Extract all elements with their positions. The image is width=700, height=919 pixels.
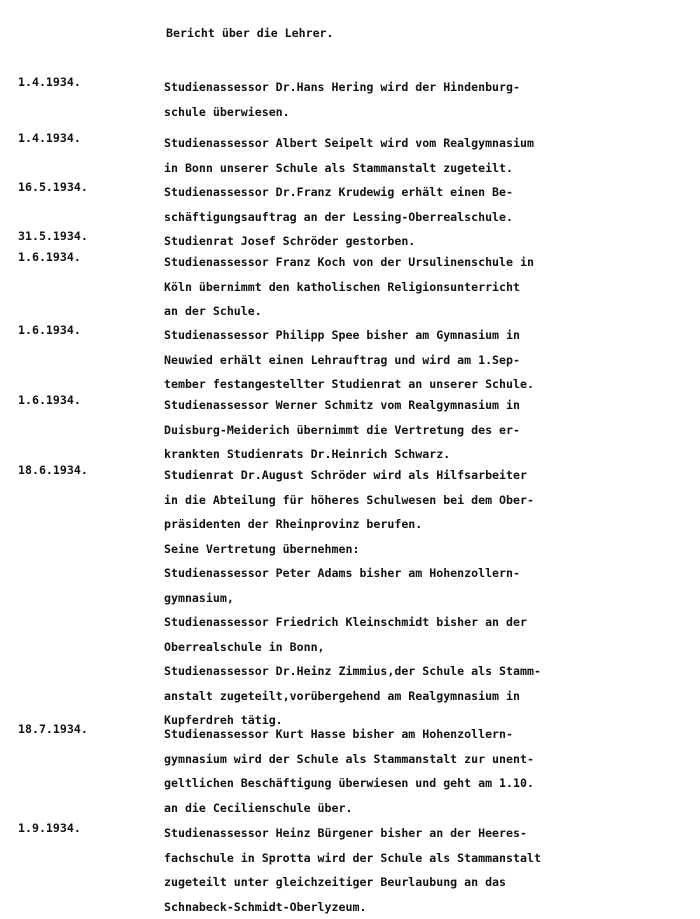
- entry-text: [164, 75, 690, 124]
- entry-line: Duisburg-Meiderich übernimmt die Vertretung des er-: [164, 418, 690, 443]
- entry-line: Seine Vertretung übernehmen:: [164, 537, 690, 562]
- entry-line: Studienassessor Dr.Heinz Zimmius,der Schule als Stamm-: [164, 659, 690, 684]
- entry-line: krankten Studienrats Dr.Heinrich Schwarz.: [164, 442, 690, 467]
- entry-line: präsidenten der Rheinprovinz berufen.: [164, 512, 690, 537]
- entry-line: Studienassessor Philipp Spee bisher am Gymnasium in: [164, 323, 690, 348]
- entry-text: [164, 393, 690, 467]
- entry-line: zugeteilt unter gleichzeitiger Beurlaubung an das: [164, 870, 690, 895]
- entry-line: schule überwiesen.: [164, 100, 690, 125]
- entry-line: in die Abteilung für höheres Schulwesen bei dem Ober-: [164, 488, 690, 513]
- entry-line: Studienassessor Werner Schmitz vom Realgymnasium in: [164, 393, 690, 418]
- entry-text: [164, 250, 690, 324]
- entry-line: tember festangestellter Studienrat an unserer Schule.: [164, 372, 690, 397]
- entry-text: [164, 323, 690, 397]
- entry-line: gymnasium,: [164, 586, 690, 611]
- entry-date: 16.5.1934.: [18, 180, 88, 194]
- entry-line: gymnasium wird der Schule als Stammanstalt zur unent-: [164, 747, 690, 772]
- entry-text: [164, 821, 690, 919]
- entry-line: an die Cecilienschule über.: [164, 796, 690, 821]
- entry-date: 1.6.1934.: [18, 323, 81, 337]
- entry-date: 1.6.1934.: [18, 250, 81, 264]
- entry-line: geltlichen Beschäftigung überwiesen und geht am 1.10.: [164, 771, 690, 796]
- entry-line: Studienassessor Kurt Hasse bisher am Hohenzollern-: [164, 722, 690, 747]
- entry-line: Neuwied erhält einen Lehrauftrag und wird am 1.Sep-: [164, 348, 690, 373]
- entry-line: Studienrat Dr.August Schröder wird als Hilfsarbeiter: [164, 463, 690, 488]
- entry-date: 18.6.1934.: [18, 463, 88, 477]
- entry-line: Studienassessor Heinz Bürgener bisher an der Heeres-: [164, 821, 690, 846]
- entry-line: in Bonn unserer Schule als Stammanstalt zugeteilt.: [164, 156, 690, 181]
- entry-line: Studienassessor Peter Adams bisher am Hohenzollern-: [164, 561, 690, 586]
- entry-line: Kupferdreh tätig.: [164, 708, 690, 733]
- entry-text: [164, 131, 690, 180]
- entry-date: 1.4.1934.: [18, 75, 81, 89]
- entry-line: anstalt zugeteilt,vorübergehend am Realgymnasium in: [164, 684, 690, 709]
- entry-line: Oberrealschule in Bonn,: [164, 635, 690, 660]
- page-title: Bericht über die Lehrer.: [166, 26, 334, 40]
- entry-line: an der Schule.: [164, 299, 690, 324]
- entry-line: fachschule in Sprotta wird der Schule als Stammanstalt: [164, 846, 690, 871]
- entry-date: 1.6.1934.: [18, 393, 81, 407]
- entry-text: [164, 463, 690, 733]
- entry-date: 1.9.1934.: [18, 821, 81, 835]
- entry-line: Köln übernimmt den katholischen Religionsunterricht: [164, 275, 690, 300]
- entry-date: 1.4.1934.: [18, 131, 81, 145]
- entry-line: Studienassessor Dr.Hans Hering wird der Hindenburg-: [164, 75, 690, 100]
- entry-line: Studienassessor Franz Koch von der Ursulinenschule in: [164, 250, 690, 275]
- entry-date: 18.7.1934.: [18, 722, 88, 736]
- entry-line: schäftigungsauftrag an der Lessing-Oberrealschule.: [164, 205, 690, 230]
- entry-date: 31.5.1934.: [18, 229, 88, 243]
- entry-line: Schnabeck-Schmidt-Oberlyzeum.: [164, 895, 690, 919]
- entry-line: Studienassessor Albert Seipelt wird vom Realgymnasium: [164, 131, 690, 156]
- entry-text: [164, 180, 690, 229]
- entry-text: [164, 722, 690, 820]
- entry-line: Studienrat Josef Schröder gestorben.: [164, 229, 690, 254]
- entry-line: Studienassessor Dr.Franz Krudewig erhält einen Be-: [164, 180, 690, 205]
- entry-line: Studienassessor Friedrich Kleinschmidt bisher an der: [164, 610, 690, 635]
